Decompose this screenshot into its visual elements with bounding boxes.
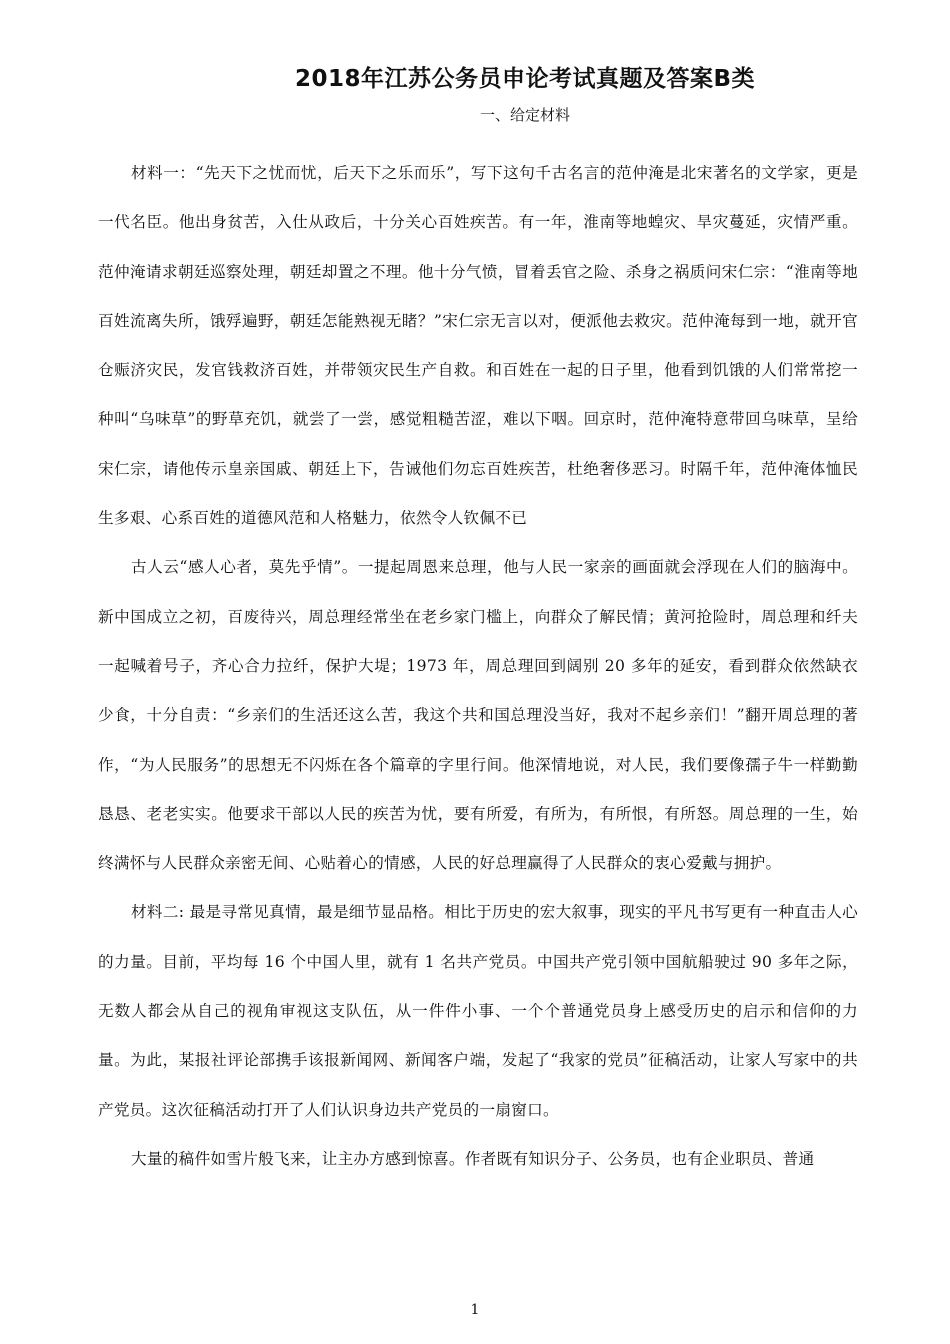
section-heading: 一、给定材料 xyxy=(479,106,570,124)
document-body xyxy=(98,149,858,1184)
paragraph-material-one: 材料一：“先天下之忧而忧，后天下之乐而乐”，写下这句千古名言的范仲淹是北宋著名的文学家，更是一代名臣。他出身贫苦，入仕从政后，十分关心百姓疾苦。有一年，淮南等地蝗灾、旱灾蔓延，灾情严重。范仲淹请求朝廷巡察处理，朝廷却置之不理。他十分气愤，冒着丢官之险、杀身之祸质问宋仁宗：“淮南等地百姓流离失所，饿殍遍野，朝廷怎能熟视无睹？”宋仁宗无言以对，便派他去救灾。范仲淹每到一地，就开官仓赈济灾民，发官钱救济百姓，并带领灾民生产自救。和百姓在一起的日子里，他看到饥饿的人们常常挖一种叫“乌味草”的野草充饥，就尝了一尝，感觉粗糙苦涩，难以下咽。回京时，范仲淹特意带回乌味草，呈给宋仁宗，请他传示皇亲国戚、朝廷上下，告诫他们勿忘百姓疾苦，杜绝奢侈恶习。时隔千年，范仲淹体恤民生多艰、心系百姓的道德风范和人格魅力，依然令人钦佩不已 xyxy=(98,164,858,528)
page-number: 1 xyxy=(470,1302,480,1318)
paragraph-submissions: 大量的稿件如雪片般飞来，让主办方感到惊喜。作者既有知识分子、公务员，也有企业职员、普通 xyxy=(131,1149,815,1168)
paragraph-zhou-enlai: 古人云“感人心者，莫先乎情”。一提起周恩来总理，他与人民一家亲的画面就会浮现在人们的脑海中。新中国成立之初，百废待兴，周总理经常坐在老乡家门槛上，向群众了解民情；黄河抢险时，周总理和纤夫一起喊着号子，齐心合力拉纤，保护大堤；1973 年，周总理回到阔别 20 多年的延安，看到群众依然缺衣少食，十分自责：“乡亲们的生活还这么苦，我这个共和国总理没当好，我对不起乡亲们！”翻开周总理的著作，“为人民服务”的思想无不闪烁在各个篇章的字里行间。他深情地说，对人民，我们要像孺子牛一样勤勤恳恳、老老实实。他要求干部以人民的疾苦为忧，要有所爱，有所为，有所恨，有所怒。周总理的一生，始终满怀与人民群众亲密无间、心贴着心的情感，人民的好总理赢得了人民群众的衷心爱戴与拥护。 xyxy=(98,558,858,873)
document-title: 2018年江苏公务员申论考试真题及答案B类 xyxy=(294,66,756,92)
paragraph-material-two: 材料二: 最是寻常见真情，最是细节显品格。相比于历史的宏大叙事，现实的平凡书写更有一种直击人心的力量。目前，平均每 16 个中国人里，就有 1 名共产党员。中国共产党引领中国航船驶过 90 多年之际，无数人都会从自己的视角审视这支队伍，从一件件小事、一个个普通党员身上感受历史的启示和信仰的力量。为此，某报社评论部携手该报新闻网、新闻客户端，发起了“我家的党员”征稿活动，让家人写家中的共产党员。这次征稿活动打开了人们认识身边共产党员的一扇窗口。 xyxy=(98,903,858,1119)
